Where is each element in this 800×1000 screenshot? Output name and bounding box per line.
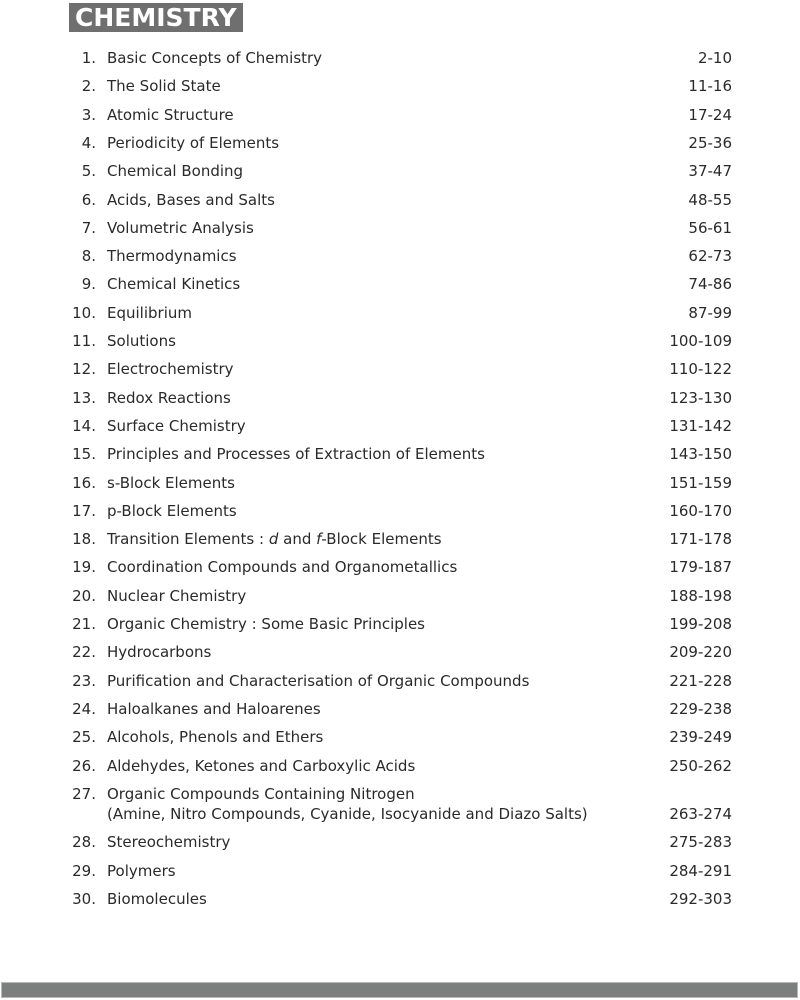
page-range: 2-10 [697, 49, 732, 67]
chapter-title: Principles and Processes of Extraction of Elements [107, 445, 485, 464]
chapter-number: 27. [72, 784, 96, 803]
chapter-title: Nuclear Chemistry [107, 586, 247, 605]
chapter-title: Surface Chemistry [107, 416, 246, 435]
chapter-number: 11. [72, 332, 96, 350]
chapter-number: 4. [81, 133, 96, 152]
page-range: 48-55 [688, 190, 732, 209]
page-range: 11-16 [688, 77, 732, 96]
page-range: 87-99 [688, 303, 732, 322]
page-range: 131-142 [669, 416, 732, 435]
chapter-number: 15. [72, 445, 96, 464]
chapter-title: The Solid State [107, 77, 221, 96]
chapter-title: Equilibrium [107, 303, 192, 322]
chapter-number: 2. [81, 77, 96, 96]
chapter-number: 12. [72, 360, 96, 379]
chapter-number: 20. [72, 586, 96, 605]
chapter-subtitle: (Amine, Nitro Compounds, Cyanide, Isocyanide and Diazo Salts) [107, 804, 588, 823]
page-range: 263-274 [669, 804, 732, 823]
chapter-number: 23. [72, 671, 96, 690]
page-range: 199-208 [669, 615, 732, 633]
chapter-title: Redox Reactions [107, 388, 231, 407]
page-range: 209-220 [669, 643, 732, 662]
chapter-title: Hydrocarbons [107, 643, 212, 662]
page-range: 17-24 [688, 105, 732, 124]
page-range: 62-73 [688, 247, 732, 266]
chapter-title: s-Block Elements [107, 473, 235, 492]
page-range: 229-238 [669, 699, 732, 718]
chapter-number: 17. [72, 501, 96, 520]
page-range: 239-249 [669, 728, 732, 747]
page-range: 74-86 [688, 275, 732, 294]
page-range: 100-109 [669, 332, 732, 350]
chapter-title: Organic Chemistry : Some Basic Principles [107, 615, 425, 633]
page-range: 151-159 [669, 473, 732, 492]
page-range: 25-36 [688, 133, 732, 152]
page-range: 143-150 [669, 445, 732, 464]
page-range: 275-283 [669, 833, 732, 852]
chapter-title: Periodicity of Elements [107, 133, 280, 152]
page-range: 284-291 [669, 861, 732, 880]
chapter-number: 18. [72, 530, 96, 549]
chapter-number: 21. [72, 615, 96, 633]
chapter-title: Coordination Compounds and Organometallics [107, 558, 458, 577]
chapter-title: Chemical Bonding [107, 162, 244, 181]
chapter-title: Acids, Bases and Salts [107, 190, 275, 209]
chapter-title: Thermodynamics [107, 247, 237, 266]
chapter-number: 30. [72, 889, 96, 908]
chapter-title: Solutions [107, 332, 176, 350]
page-range: 37-47 [688, 162, 732, 181]
chapter-number: 6. [81, 190, 96, 209]
chapter-number: 29. [72, 861, 96, 880]
page-range: 179-187 [669, 558, 732, 577]
chapter-number: 28. [72, 833, 96, 852]
chapter-title: Alcohols, Phenols and Ethers [107, 728, 324, 747]
page-range: 160-170 [669, 501, 732, 520]
chapter-number: 8. [81, 247, 96, 266]
chapter-number: 22. [72, 643, 96, 662]
chapter-number: 14. [72, 416, 96, 435]
chapter-title: Basic Concepts of Chemistry [107, 49, 323, 67]
page-range: 221-228 [669, 671, 732, 690]
chapter-number: 7. [81, 218, 96, 237]
page-range: 250-262 [669, 756, 732, 775]
chapter-title: Transition Elements : d and f-Block Elements [107, 530, 442, 549]
page-range: 171-178 [669, 530, 732, 549]
chapter-number: 24. [72, 699, 96, 718]
chapter-title: Organic Compounds Containing Nitrogen [107, 784, 415, 803]
page-range: 123-130 [669, 388, 732, 407]
chapter-title: Aldehydes, Ketones and Carboxylic Acids [107, 756, 416, 775]
chapter-number: 5. [81, 162, 96, 181]
chapter-title: Polymers [107, 861, 176, 880]
chapter-title: Stereochemistry [107, 833, 231, 852]
chapter-number: 19. [72, 558, 96, 577]
chapter-number: 13. [72, 388, 96, 407]
chapter-title: p-Block Elements [107, 501, 237, 520]
page-range: 110-122 [669, 360, 732, 379]
chapter-title: Volumetric Analysis [107, 218, 254, 237]
chapter-number: 1. [81, 49, 96, 67]
page-title: CHEMISTRY [69, 3, 243, 32]
chapter-title: Haloalkanes and Haloarenes [107, 699, 321, 718]
chapter-title: Chemical Kinetics [107, 275, 241, 294]
chapter-number: 25. [72, 728, 96, 747]
chapter-title: Electrochemistry [107, 360, 234, 379]
chapter-number: 16. [72, 473, 96, 492]
chapter-number: 3. [81, 105, 96, 124]
chapter-title: Purification and Characterisation of Organic Compounds [107, 671, 530, 690]
chapter-title: Biomolecules [107, 889, 207, 908]
chapter-number: 9. [81, 275, 96, 294]
page-range: 56-61 [688, 218, 732, 237]
chapter-number: 26. [72, 756, 96, 775]
chapter-title: Atomic Structure [107, 105, 234, 124]
page-range: 188-198 [669, 586, 732, 605]
page-range: 292-303 [669, 889, 732, 908]
chapter-number: 10. [72, 303, 96, 322]
footer-bar [1, 982, 798, 998]
